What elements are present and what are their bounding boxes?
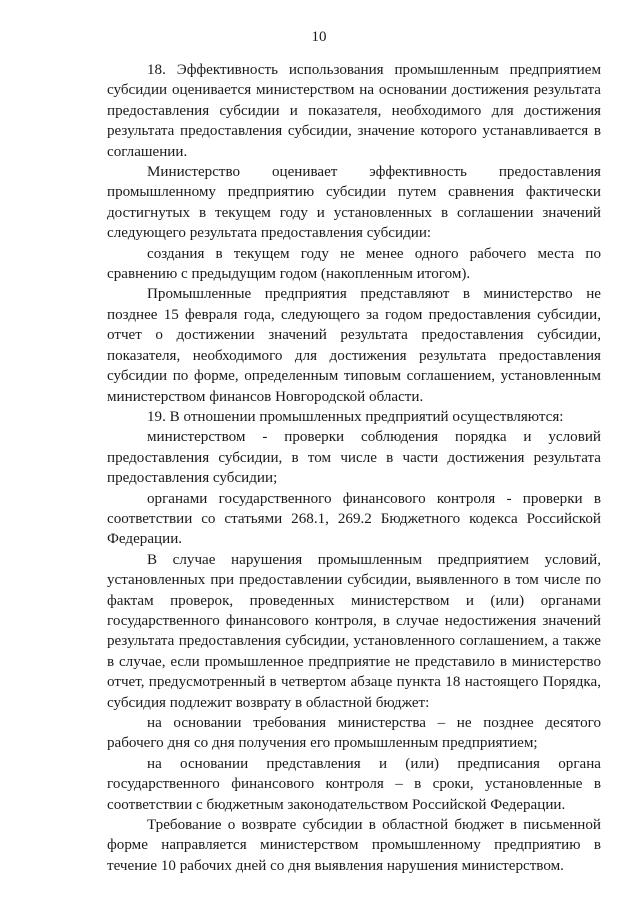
paragraph-report: Промышленные предприятия представляют в министерство не позднее 15 февраля года, следующего за годом предоставления субсидии, отчет о достижении значений результата предоставления субсидии, показателя, необходимого для достижения результата предоставления субсидии по форме, определенным типовым соглашением, установленным министерством финансов Новгородской области. <box>107 286 601 405</box>
document-body <box>107 60 601 876</box>
paragraph-return-requirement: Требование о возврате субсидии в областной бюджет в письменной форме направляется министерством промышленному предприятию в течение 10 рабочих дней со дня выявления нарушения министерством. <box>107 817 601 874</box>
paragraph-ministry-checks: министерством - проверки соблюдения порядка и условий предоставления субсидии, в том числе в части достижения результата предоставления субсидии; <box>107 429 601 487</box>
paragraph-evaluation: Министерство оценивает эффективность предоставления промышленному предприятию субсидии путем сравнения фактически достигнутых в текущем году и установленных в соглашении значений следующего результата предоставления субсидии: <box>107 164 601 242</box>
paragraph-ministry-demand: на основании требования министерства – не позднее десятого рабочего дня со дня получения его промышленным предприятием; <box>107 715 601 752</box>
paragraph-efficiency: 18. Эффективность использования промышленным предприятием субсидии оценивается министерством на основании достижения результата предоставления субсидии и показателя, необходимого для достижения результата предоставления субсидии, значение которого устанавливается в соглашении. <box>107 62 601 160</box>
paragraph-control-order: на основании представления и (или) предписания органа государственного финансового контроля – в сроки, установленные в соответствии с бюджетным законодательством Российской Федерации. <box>107 755 601 813</box>
paragraph-inspections-intro: 19. В отношении промышленных предприятий осуществляются: <box>147 408 564 425</box>
paragraph-result: создания в текущем году не менее одного рабочего места по сравнению с предыдущим годом (накопленным итогом). <box>107 245 601 283</box>
page-number: 10 <box>311 29 327 45</box>
paragraph-financial-control: органами государственного финансового контроля - проверки в соответствии со статьями 268.1, 269.2 Бюджетного кодекса Российской Федерации. <box>107 490 601 548</box>
paragraph-violation: В случае нарушения промышленным предприятием условий, установленных при предоставлении субсидии, выявленного в том числе по фактам проверок, проведенных министерством и (или) органами государственного финансового контроля, в случае недостижения значений результата предоставления субсидии, установленного соглашением, а также в случае, если промышленное предприятие не представило в министерство отчет, предусмотренный в четвертом абзаце пункта 18 настоящего Порядка, субсидия подлежит возврату в областной бюджет: <box>107 551 601 711</box>
